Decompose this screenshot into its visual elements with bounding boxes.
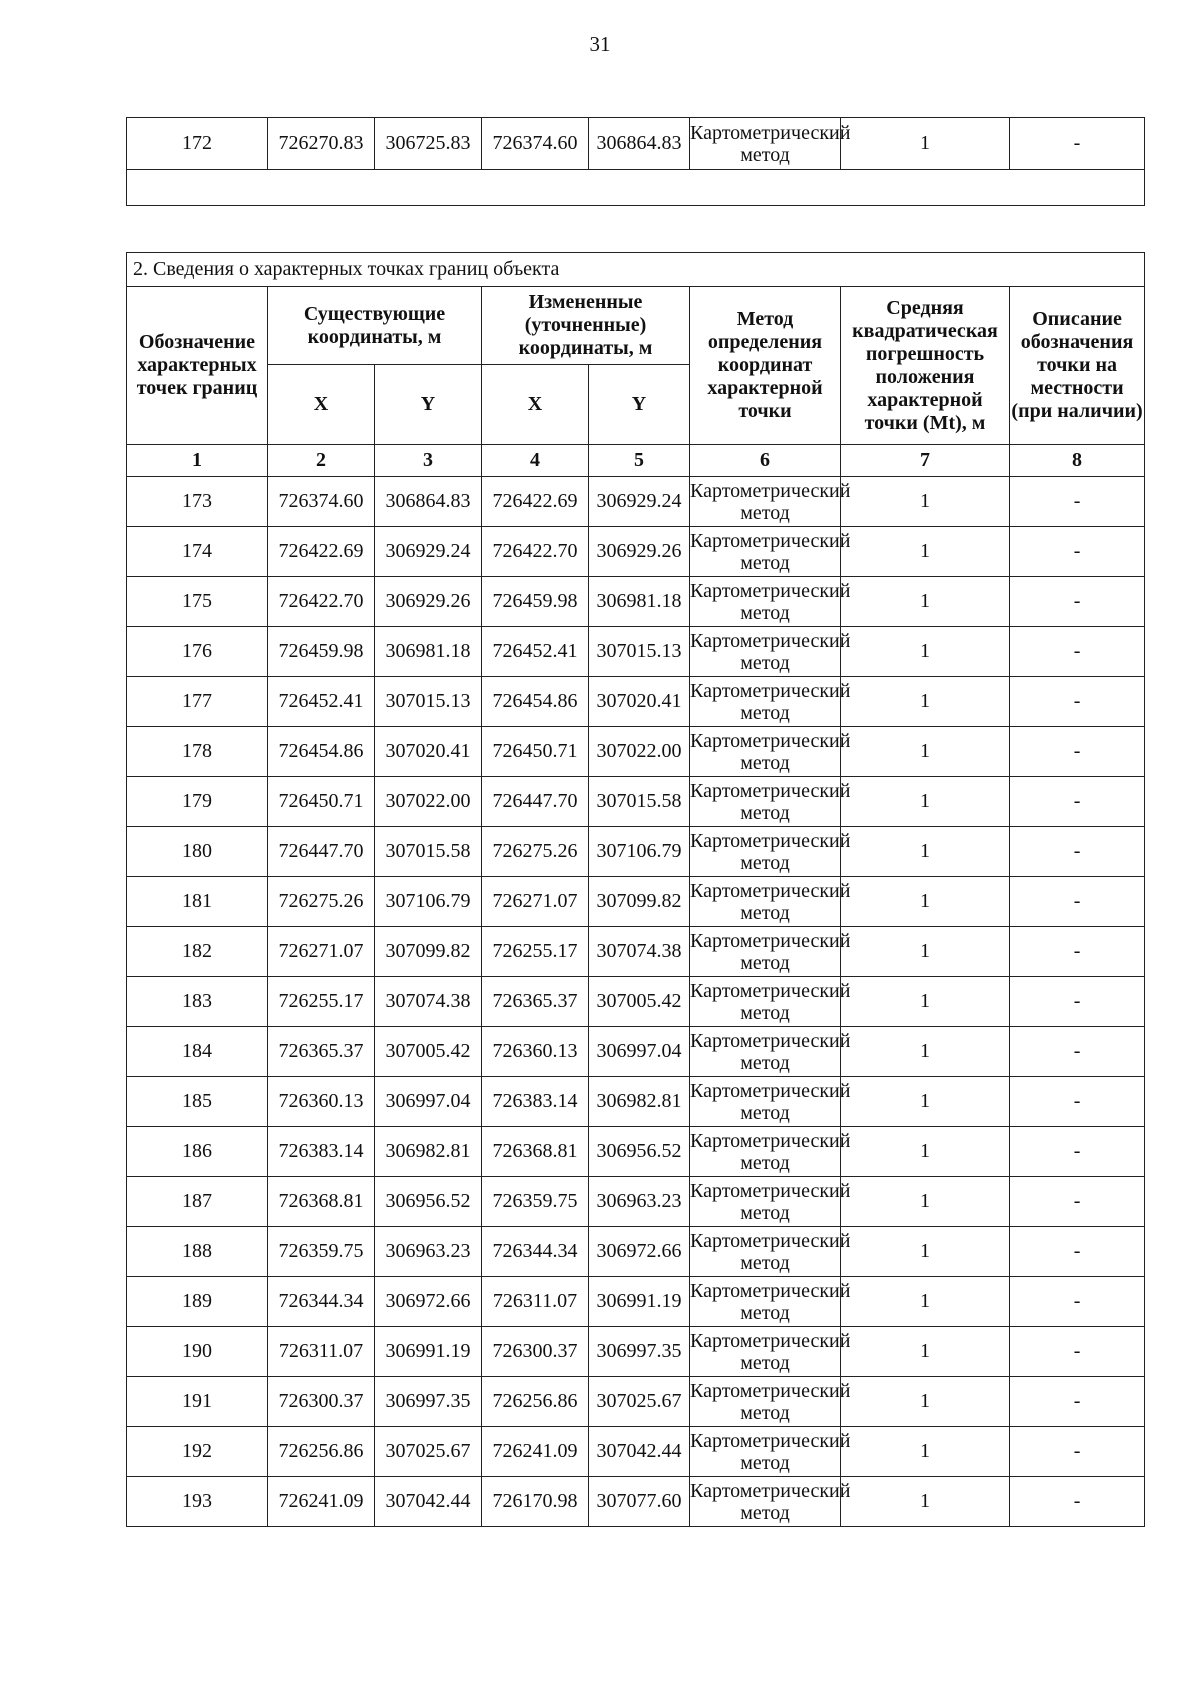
- cell-existing-x: 726450.71: [268, 777, 375, 827]
- cell-error: 1: [841, 1177, 1010, 1227]
- table-row: [127, 477, 1145, 527]
- cell-existing-x: 726374.60: [268, 477, 375, 527]
- cell-method: Картометрический метод: [690, 777, 841, 827]
- cell-changed-x: 726344.34: [482, 1227, 589, 1277]
- cell-error: 1: [841, 977, 1010, 1027]
- cell-existing-y: 307074.38: [375, 977, 482, 1027]
- cell-description: -: [1010, 627, 1145, 677]
- cell-error: 1: [841, 927, 1010, 977]
- cell-error: 1: [841, 777, 1010, 827]
- header-description: Описание обозначения точки на местности (при наличии): [1010, 287, 1145, 445]
- cell-existing-x: 726452.41: [268, 677, 375, 727]
- main-table: [126, 252, 1145, 1527]
- table-row: [127, 1427, 1145, 1477]
- cell-changed-y: 306982.81: [589, 1077, 690, 1127]
- cell-existing-y: 306929.24: [375, 527, 482, 577]
- cell-description: -: [1010, 927, 1145, 977]
- cell-description: -: [1010, 1227, 1145, 1277]
- header-changed-y: Y: [589, 365, 690, 445]
- cell-method: Картометрический метод: [690, 1277, 841, 1327]
- cell-point: 193: [127, 1477, 268, 1527]
- cell-description: -: [1010, 827, 1145, 877]
- header-changed-coords: Измененные (уточненные) координаты, м: [482, 287, 690, 365]
- table-row: [127, 677, 1145, 727]
- cell-changed-x: 726311.07: [482, 1277, 589, 1327]
- cell-existing-y: 306929.26: [375, 577, 482, 627]
- cell-changed-x: 726383.14: [482, 1077, 589, 1127]
- page-number: 31: [589, 32, 611, 56]
- cell-error: 1: [841, 1077, 1010, 1127]
- cell-point: 172: [127, 118, 268, 170]
- cell-point: 191: [127, 1377, 268, 1427]
- cell-changed-y: 306963.23: [589, 1177, 690, 1227]
- cell-existing-y: 306997.35: [375, 1377, 482, 1427]
- cell-existing-y: 306725.83: [375, 118, 482, 170]
- table-row: [127, 877, 1145, 927]
- cell-error: 1: [841, 527, 1010, 577]
- column-number: 8: [1010, 445, 1145, 477]
- header-rms-error: Средняя квадратическая погрешность положения характерной точки (Mt), м: [841, 287, 1010, 445]
- cell-description: -: [1010, 477, 1145, 527]
- cell-existing-x: 726365.37: [268, 1027, 375, 1077]
- cell-error: 1: [841, 727, 1010, 777]
- column-number: 4: [482, 445, 589, 477]
- cell-changed-y: 307025.67: [589, 1377, 690, 1427]
- cell-existing-y: 307106.79: [375, 877, 482, 927]
- cell-method: Картометрический метод: [690, 727, 841, 777]
- table-row: [127, 1027, 1145, 1077]
- cell-existing-y: 306956.52: [375, 1177, 482, 1227]
- cell-description: -: [1010, 977, 1145, 1027]
- cell-existing-y: 307025.67: [375, 1427, 482, 1477]
- cell-changed-x: 726241.09: [482, 1427, 589, 1477]
- cell-changed-y: 307074.38: [589, 927, 690, 977]
- cell-changed-y: 306972.66: [589, 1227, 690, 1277]
- cell-method: Картометрический метод: [690, 1177, 841, 1227]
- cell-point: 181: [127, 877, 268, 927]
- cell-error: 1: [841, 577, 1010, 627]
- cell-changed-y: 306929.26: [589, 527, 690, 577]
- cell-existing-y: 306991.19: [375, 1327, 482, 1377]
- header-existing-coords: Существующие координаты, м: [268, 287, 482, 365]
- cell-point: 175: [127, 577, 268, 627]
- cell-changed-y: 307042.44: [589, 1427, 690, 1477]
- cell-existing-x: 726300.37: [268, 1377, 375, 1427]
- cell-existing-y: 307015.58: [375, 827, 482, 877]
- cell-method: Картометрический метод: [690, 927, 841, 977]
- cell-changed-x: 726422.70: [482, 527, 589, 577]
- top-table: [126, 117, 1145, 206]
- cell-method: Картометрический метод: [690, 1427, 841, 1477]
- cell-point: 173: [127, 477, 268, 527]
- cell-existing-y: 306972.66: [375, 1277, 482, 1327]
- cell-method: Картометрический метод: [690, 118, 841, 170]
- cell-existing-y: 306864.83: [375, 477, 482, 527]
- cell-method: Картометрический метод: [690, 877, 841, 927]
- cell-description: -: [1010, 677, 1145, 727]
- table-row: [127, 1377, 1145, 1427]
- cell-changed-x: 726422.69: [482, 477, 589, 527]
- cell-changed-y: 307015.58: [589, 777, 690, 827]
- cell-existing-y: 307015.13: [375, 677, 482, 727]
- cell-error: 1: [841, 1227, 1010, 1277]
- cell-point: 188: [127, 1227, 268, 1277]
- cell-description: -: [1010, 118, 1145, 170]
- cell-error: 1: [841, 1027, 1010, 1077]
- table-row: [127, 1177, 1145, 1227]
- cell-existing-y: 306982.81: [375, 1127, 482, 1177]
- column-numbers-row: [127, 445, 1145, 477]
- cell-changed-x: 726459.98: [482, 577, 589, 627]
- table-row: [127, 827, 1145, 877]
- cell-method: Картометрический метод: [690, 1377, 841, 1427]
- cell-point: 183: [127, 977, 268, 1027]
- cell-point: 187: [127, 1177, 268, 1227]
- cell-existing-y: 307020.41: [375, 727, 482, 777]
- header-existing-x: X: [268, 365, 375, 445]
- cell-point: 179: [127, 777, 268, 827]
- cell-existing-y: 306997.04: [375, 1077, 482, 1127]
- cell-method: Картометрический метод: [690, 1027, 841, 1077]
- column-number: 2: [268, 445, 375, 477]
- cell-method: Картометрический метод: [690, 1127, 841, 1177]
- cell-changed-x: 726360.13: [482, 1027, 589, 1077]
- cell-point: 180: [127, 827, 268, 877]
- cell-error: 1: [841, 118, 1010, 170]
- cell-description: -: [1010, 1077, 1145, 1127]
- cell-existing-y: 307042.44: [375, 1477, 482, 1527]
- cell-changed-y: 306981.18: [589, 577, 690, 627]
- cell-description: -: [1010, 877, 1145, 927]
- cell-changed-y: 306997.04: [589, 1027, 690, 1077]
- cell-error: 1: [841, 677, 1010, 727]
- cell-point: 178: [127, 727, 268, 777]
- cell-method: Картометрический метод: [690, 827, 841, 877]
- table-row: [127, 1077, 1145, 1127]
- cell-point: 184: [127, 1027, 268, 1077]
- empty-row: [127, 170, 1145, 206]
- cell-changed-y: 306929.24: [589, 477, 690, 527]
- cell-description: -: [1010, 777, 1145, 827]
- cell-existing-x: 726422.69: [268, 527, 375, 577]
- cell-error: 1: [841, 627, 1010, 677]
- cell-changed-y: 306864.83: [589, 118, 690, 170]
- cell-point: 174: [127, 527, 268, 577]
- cell-description: -: [1010, 1377, 1145, 1427]
- cell-changed-x: 726454.86: [482, 677, 589, 727]
- cell-changed-y: 307020.41: [589, 677, 690, 727]
- cell-error: 1: [841, 477, 1010, 527]
- cell-changed-x: 726447.70: [482, 777, 589, 827]
- cell-point: 189: [127, 1277, 268, 1327]
- cell-existing-x: 726241.09: [268, 1477, 375, 1527]
- cell-method: Картометрический метод: [690, 1327, 841, 1377]
- cell-point: 176: [127, 627, 268, 677]
- column-number: 7: [841, 445, 1010, 477]
- cell-changed-y: 307022.00: [589, 727, 690, 777]
- cell-point: 177: [127, 677, 268, 727]
- cell-method: Картометрический метод: [690, 1477, 841, 1527]
- cell-error: 1: [841, 827, 1010, 877]
- table-row: [127, 777, 1145, 827]
- cell-method: Картометрический метод: [690, 477, 841, 527]
- cell-existing-x: 726360.13: [268, 1077, 375, 1127]
- cell-method: Картометрический метод: [690, 627, 841, 677]
- cell-changed-y: 307099.82: [589, 877, 690, 927]
- cell-existing-x: 726447.70: [268, 827, 375, 877]
- header-method: Метод определения координат характерной точки: [690, 287, 841, 445]
- table-row: [127, 627, 1145, 677]
- header-point-designation: Обозначение характерных точек границ: [127, 287, 268, 445]
- table-row: [127, 927, 1145, 977]
- cell-description: -: [1010, 727, 1145, 777]
- table-row: [127, 577, 1145, 627]
- cell-existing-y: 306963.23: [375, 1227, 482, 1277]
- cell-point: 182: [127, 927, 268, 977]
- cell-existing-y: 307005.42: [375, 1027, 482, 1077]
- cell-description: -: [1010, 1327, 1145, 1377]
- cell-description: -: [1010, 1277, 1145, 1327]
- column-number: 3: [375, 445, 482, 477]
- cell-changed-y: 307077.60: [589, 1477, 690, 1527]
- cell-error: 1: [841, 1327, 1010, 1377]
- cell-existing-x: 726311.07: [268, 1327, 375, 1377]
- cell-description: -: [1010, 1177, 1145, 1227]
- cell-existing-x: 726454.86: [268, 727, 375, 777]
- cell-changed-x: 726255.17: [482, 927, 589, 977]
- cell-changed-y: 307005.42: [589, 977, 690, 1027]
- cell-description: -: [1010, 1127, 1145, 1177]
- header-changed-x: X: [482, 365, 589, 445]
- table-row: [127, 527, 1145, 577]
- cell-point: 186: [127, 1127, 268, 1177]
- table-row: [127, 1127, 1145, 1177]
- cell-description: -: [1010, 1427, 1145, 1477]
- cell-changed-y: 307106.79: [589, 827, 690, 877]
- cell-changed-y: 307015.13: [589, 627, 690, 677]
- cell-description: -: [1010, 577, 1145, 627]
- table-row: [127, 727, 1145, 777]
- cell-point: 190: [127, 1327, 268, 1377]
- cell-description: -: [1010, 1027, 1145, 1077]
- cell-existing-y: 306981.18: [375, 627, 482, 677]
- cell-description: -: [1010, 1477, 1145, 1527]
- cell-point: 192: [127, 1427, 268, 1477]
- empty-cell: [127, 170, 1145, 206]
- cell-existing-x: 726270.83: [268, 118, 375, 170]
- cell-method: Картометрический метод: [690, 977, 841, 1027]
- cell-existing-x: 726271.07: [268, 927, 375, 977]
- cell-changed-x: 726256.86: [482, 1377, 589, 1427]
- cell-existing-x: 726344.34: [268, 1277, 375, 1327]
- cell-changed-x: 726275.26: [482, 827, 589, 877]
- cell-method: Картометрический метод: [690, 527, 841, 577]
- table-row: [127, 1327, 1145, 1377]
- table-row: [127, 977, 1145, 1027]
- cell-method: Картометрический метод: [690, 1227, 841, 1277]
- cell-existing-x: 726255.17: [268, 977, 375, 1027]
- cell-changed-x: 726359.75: [482, 1177, 589, 1227]
- cell-error: 1: [841, 1277, 1010, 1327]
- cell-error: 1: [841, 1377, 1010, 1427]
- cell-existing-y: 307022.00: [375, 777, 482, 827]
- cell-changed-x: 726374.60: [482, 118, 589, 170]
- cell-existing-x: 726256.86: [268, 1427, 375, 1477]
- cell-changed-x: 726452.41: [482, 627, 589, 677]
- cell-changed-x: 726450.71: [482, 727, 589, 777]
- table-row: [127, 1277, 1145, 1327]
- table-row: [127, 118, 1145, 170]
- column-number: 6: [690, 445, 841, 477]
- cell-existing-x: 726368.81: [268, 1177, 375, 1227]
- cell-existing-x: 726359.75: [268, 1227, 375, 1277]
- cell-changed-x: 726365.37: [482, 977, 589, 1027]
- cell-changed-x: 726368.81: [482, 1127, 589, 1177]
- cell-changed-x: 726170.98: [482, 1477, 589, 1527]
- cell-error: 1: [841, 1127, 1010, 1177]
- cell-method: Картометрический метод: [690, 1077, 841, 1127]
- column-number: 5: [589, 445, 690, 477]
- cell-changed-y: 306991.19: [589, 1277, 690, 1327]
- column-number: 1: [127, 445, 268, 477]
- table-row: [127, 1477, 1145, 1527]
- cell-point: 185: [127, 1077, 268, 1127]
- cell-existing-x: 726459.98: [268, 627, 375, 677]
- header-existing-y: Y: [375, 365, 482, 445]
- cell-existing-x: 726383.14: [268, 1127, 375, 1177]
- cell-error: 1: [841, 1477, 1010, 1527]
- cell-existing-y: 307099.82: [375, 927, 482, 977]
- cell-existing-x: 726275.26: [268, 877, 375, 927]
- cell-error: 1: [841, 1427, 1010, 1477]
- cell-changed-y: 306956.52: [589, 1127, 690, 1177]
- cell-changed-x: 726271.07: [482, 877, 589, 927]
- cell-description: -: [1010, 527, 1145, 577]
- cell-changed-x: 726300.37: [482, 1327, 589, 1377]
- cell-existing-x: 726422.70: [268, 577, 375, 627]
- cell-changed-y: 306997.35: [589, 1327, 690, 1377]
- cell-error: 1: [841, 877, 1010, 927]
- cell-method: Картометрический метод: [690, 577, 841, 627]
- table-row: [127, 1227, 1145, 1277]
- section-title: 2. Сведения о характерных точках границ объекта: [127, 253, 1145, 287]
- cell-method: Картометрический метод: [690, 677, 841, 727]
